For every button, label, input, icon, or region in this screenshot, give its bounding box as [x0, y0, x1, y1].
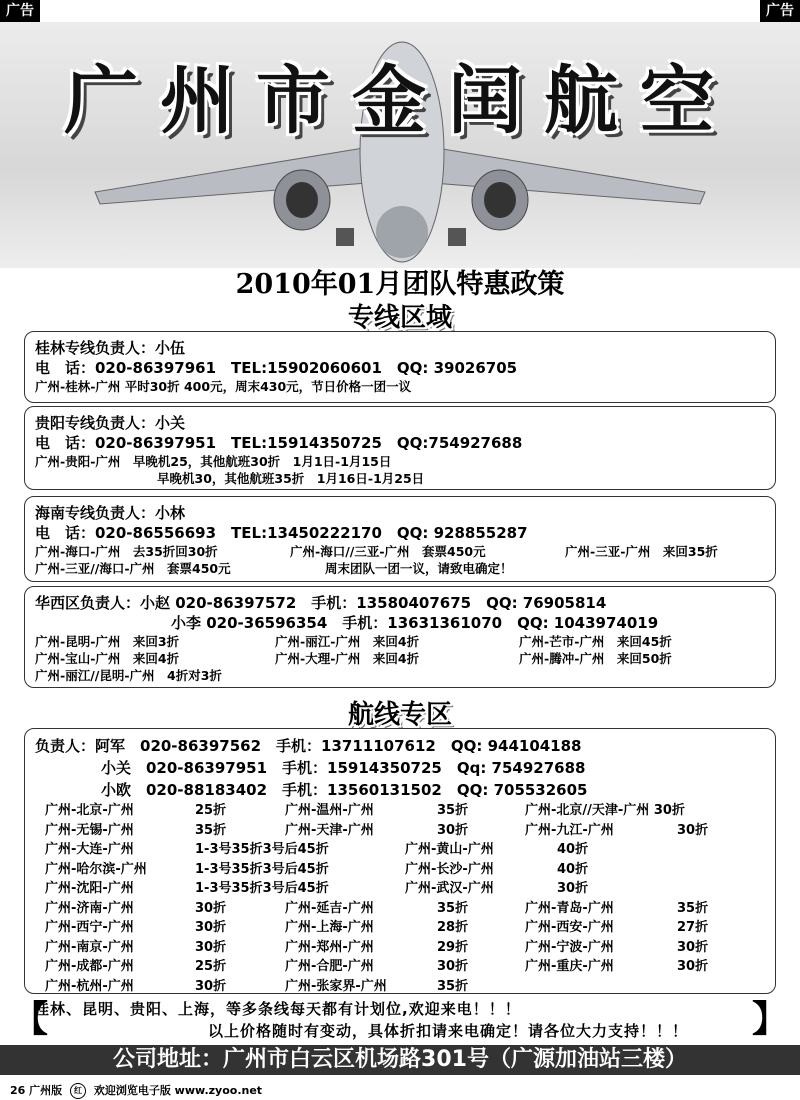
route-title: 航线专区 — [347, 700, 452, 730]
route-name: 广州-沈阳-广州 — [45, 881, 134, 896]
route-row — [35, 918, 765, 938]
hainan-route: 广州-三亚-广州 来回35折 — [565, 544, 718, 559]
huaxi-row-1 — [35, 633, 765, 650]
guiyang-head: 贵阳专线负责人：小关 — [35, 414, 186, 432]
route-discount: 35折 — [195, 822, 227, 838]
guilin-contact: 电 话：020-86397961 TEL:15902060601 QQ: 39026705 — [35, 359, 518, 377]
route-discount: 27折 — [677, 920, 709, 935]
route-name: 广州-北京-广州 — [45, 803, 134, 818]
route-discount: 1-3号35折3号后45折 — [195, 842, 329, 857]
route-row — [35, 840, 765, 860]
route-discount: 1-3号35折3号后45折 — [195, 861, 329, 877]
route-discount: 28折 — [437, 920, 469, 935]
route-name: 广州-张家界-广州 — [285, 978, 387, 994]
huaxi-box — [24, 586, 776, 688]
company-title: 广州市金闰航空 — [64, 58, 736, 144]
route-name: 广州-黄山-广州 — [405, 842, 494, 857]
route-box — [24, 728, 776, 994]
hainan-note: 周末团队一团一议，请致电确定！ — [325, 561, 513, 576]
route-name: 广州-济南-广州 — [45, 900, 134, 916]
route-discount: 30折 — [437, 959, 469, 974]
route-name: 广州-温州-广州 — [285, 803, 374, 818]
route-discount: 30折 — [195, 920, 227, 935]
publisher-logo-icon: 红 — [70, 1083, 86, 1099]
page-number: 26 — [10, 1084, 26, 1097]
route-name: 广州-宁波-广州 — [525, 939, 614, 955]
policy-title: 2010年01月团队特惠政策 — [235, 269, 565, 300]
guilin-price: 广州-桂林-广州 平时30折 400元，周末430元，节日价格一团一议 — [35, 379, 412, 394]
route-contact-1: 负责人：阿军 020-86397562 手机：13711107612 QQ: 944104188 — [35, 737, 582, 755]
route-discount: 25折 — [195, 959, 227, 974]
route-name: 广州-延吉-广州 — [285, 900, 374, 916]
route-row — [35, 860, 765, 880]
huaxi-contact-2: 小李 020-36596354 手机：13631361070 QQ: 1043974019 — [171, 614, 659, 632]
route-row — [35, 821, 765, 841]
hainan-head: 海南专线负责人：小林 — [35, 504, 186, 522]
hainan-box — [24, 496, 776, 582]
guiyang-price-1: 广州-贵阳-广州 早晚机25，其他航班30折 1月1日-1月15日 — [35, 454, 392, 469]
route-discount: 30折 — [437, 822, 469, 838]
route-name: 广州-长沙-广州 — [405, 861, 494, 877]
route-discount: 30折 — [677, 822, 709, 838]
huaxi-route: 广州-丽江-广州 来回4折 — [275, 634, 420, 649]
route-discount: 30折 — [557, 881, 589, 896]
route-contact-3: 小欧 020-88183402 手机：13560131502 QQ: 705532605 — [101, 781, 588, 799]
huaxi-route: 广州-大理-广州 来回4折 — [275, 651, 420, 666]
route-discount: 35折 — [437, 978, 469, 994]
route-discount: 25折 — [195, 803, 227, 818]
route-discount: 29折 — [437, 939, 469, 955]
zone-title: 专线区域 — [347, 303, 452, 333]
route-name: 广州-成都-广州 — [45, 959, 134, 974]
bracket-right: 】 — [751, 999, 788, 1040]
route-discount: 30折 — [195, 939, 227, 955]
route-discount: 40折 — [557, 861, 589, 877]
route-table — [35, 801, 765, 996]
ad-tag-right: 广告 — [760, 0, 800, 22]
route-name: 广州-北京//天津-广州 30折 — [525, 803, 685, 818]
route-name: 广州-武汉-广州 — [405, 881, 494, 896]
route-name: 广州-哈尔滨-广州 — [45, 861, 147, 877]
route-row — [35, 899, 765, 919]
huaxi-route: 广州-昆明-广州 来回3折 — [35, 634, 180, 649]
route-name: 广州-西宁-广州 — [45, 920, 134, 935]
huaxi-route: 广州-丽江//昆明-广州 4折对3折 — [35, 668, 222, 683]
hainan-row-2 — [35, 560, 765, 577]
page-footer — [10, 1082, 262, 1099]
route-name: 广州-青岛-广州 — [525, 900, 614, 916]
company-address: 公司地址：广州市白云区机场路301号（广源加油站三楼） — [0, 1045, 800, 1075]
route-discount: 40折 — [557, 842, 589, 857]
footer-slogan[interactable]: 欢迎浏览电子版 www.zyoo.net — [93, 1084, 263, 1097]
route-discount: 30折 — [195, 978, 227, 994]
huaxi-route: 广州-腾冲-广州 来回50折 — [519, 651, 672, 666]
route-name: 广州-南京-广州 — [45, 939, 134, 955]
route-discount: 35折 — [677, 900, 709, 916]
route-row — [35, 938, 765, 958]
hainan-route: 广州-海口//三亚-广州 套票450元 — [290, 544, 486, 559]
guiyang-box — [24, 406, 776, 490]
guiyang-price-2: 早晚机30，其他航班35折 1月16日-1月25日 — [157, 471, 425, 486]
route-name: 广州-郑州-广州 — [285, 939, 374, 955]
route-name: 广州-重庆-广州 — [525, 959, 614, 974]
route-name: 广州-合肥-广州 — [285, 959, 374, 974]
hainan-contact: 电 话：020-86556693 TEL:13450222170 QQ: 928855287 — [35, 524, 528, 542]
edition-label: 广州版 — [29, 1084, 63, 1097]
route-contact-2: 小关 020-86397951 手机：15914350725 Qq: 754927688 — [101, 759, 586, 777]
huaxi-row-3 — [35, 667, 765, 684]
route-name: 广州-天津-广州 — [285, 822, 374, 838]
route-name: 广州-无锡-广州 — [45, 822, 134, 838]
hero-banner — [0, 22, 800, 268]
route-discount: 35折 — [437, 803, 469, 818]
guilin-box — [24, 331, 776, 403]
route-name: 广州-上海-广州 — [285, 920, 374, 935]
guiyang-contact: 电 话：020-86397951 TEL:15914350725 QQ:754927688 — [35, 434, 523, 452]
route-row — [35, 801, 765, 821]
bracket-left: 【 — [12, 999, 49, 1040]
route-name: 广州-杭州-广州 — [45, 978, 134, 994]
route-discount: 35折 — [437, 900, 469, 916]
route-name: 广州-大连-广州 — [45, 842, 134, 857]
route-discount: 1-3号35折3号后45折 — [195, 881, 329, 896]
ad-tag-left: 广告 — [0, 0, 40, 22]
hainan-route: 广州-海口-广州 去35折回30折 — [35, 544, 218, 559]
route-name: 广州-西安-广州 — [525, 920, 614, 935]
route-name: 广州-九江-广州 — [525, 822, 614, 838]
hainan-route: 广州-三亚//海口-广州 套票450元 — [35, 561, 231, 576]
hainan-row-1 — [35, 543, 765, 560]
notice-box — [12, 994, 788, 1044]
route-discount: 30折 — [195, 900, 227, 916]
huaxi-row-2 — [35, 650, 765, 667]
huaxi-route: 广州-芒市-广州 来回45折 — [519, 634, 672, 649]
route-row — [35, 879, 765, 899]
notice-line-1: 桂林、昆明、贵阳、上海，等多条线每天都有计划位,欢迎来电！！！ — [34, 1000, 521, 1018]
guilin-head: 桂林专线负责人：小伍 — [35, 339, 186, 357]
route-discount: 30折 — [677, 959, 709, 974]
notice-line-2: 以上价格随时有变动，具体折扣请来电确定！请各位大力支持！！！ — [208, 1022, 689, 1040]
huaxi-contact-1: 华西区负责人：小赵 020-86397572 手机：13580407675 QQ: 76905814 — [35, 594, 607, 612]
huaxi-route: 广州-宝山-广州 来回4折 — [35, 651, 180, 666]
route-row — [35, 957, 765, 977]
route-discount: 30折 — [677, 939, 709, 955]
